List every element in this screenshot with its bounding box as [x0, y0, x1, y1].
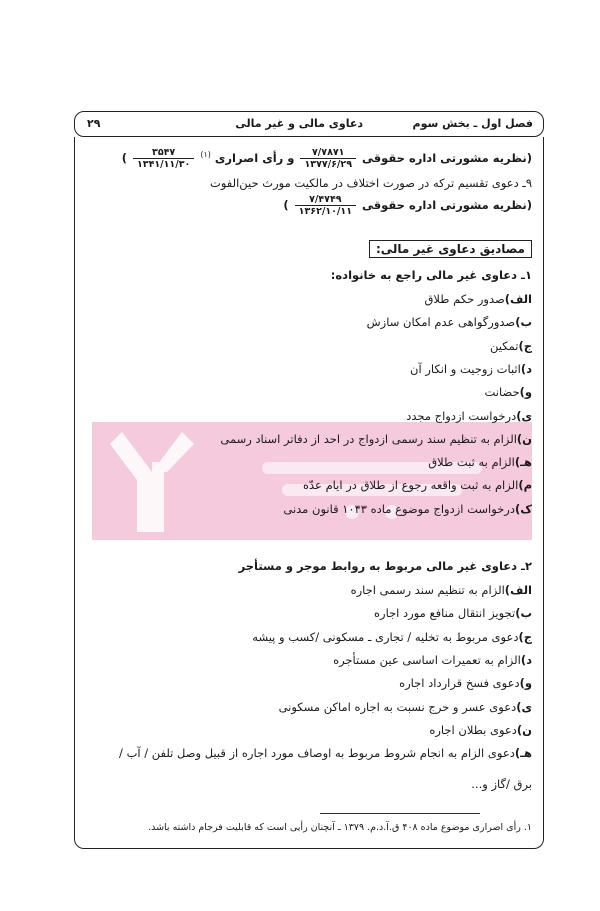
- item-text: درخواست ازدواج موضوع ماده ۱۰۴۳ قانون مدنی: [283, 501, 515, 516]
- footnote-marker: (۱): [200, 150, 211, 159]
- item-label: الف): [504, 292, 532, 306]
- closing-paren: ): [121, 150, 127, 165]
- item-label: و): [519, 676, 532, 691]
- list-item: [303, 476, 532, 494]
- item-label: م): [518, 478, 532, 493]
- item-text: الزام به ثبت واقعه رجوع از طلاق در ایام عدّه: [302, 478, 519, 493]
- item-text: صدورگواهی عدم امکان سازش: [366, 315, 516, 330]
- item-label: ک): [514, 501, 532, 516]
- list-item: [374, 604, 532, 622]
- list-item: [406, 407, 532, 425]
- fraction-numerator: ۳۵۴۷: [133, 147, 194, 159]
- list-item: [252, 628, 532, 646]
- header-title: دعاوی مالی و غیر مالی: [235, 117, 363, 130]
- fraction-denominator: ۱۳۷۷/۶/۲۹: [304, 158, 352, 170]
- item-text: صدور حکم طلاق: [424, 292, 505, 306]
- item-text: دعوی عسر و حرج نسبت به اجاره اماکن مسکونی: [278, 699, 517, 714]
- item-label: ن): [516, 722, 532, 737]
- closing-paren: ): [283, 198, 289, 212]
- item-text: الزام به تنظیم سند رسمی ازدواج در احد از دفاتر اسناد رسمی: [220, 431, 517, 446]
- item-text: الزام به تعمیرات اساسی عین مستأجره: [333, 652, 521, 667]
- lease-continuation: برق /گاز و...: [471, 777, 532, 791]
- item-label: و): [519, 385, 532, 400]
- list-item: [279, 698, 532, 716]
- item-text: حضانت: [484, 385, 520, 400]
- fraction-denominator: ۱۳۶۲/۱۰/۱۱: [298, 206, 352, 217]
- item-text: اثبات زوجیت و انکار آن: [410, 361, 521, 376]
- item-label: ج): [518, 629, 532, 644]
- item-9-text: ۹ـ دعوی تقسیم ترکه در صورت اختلاف در مالکیت مورث حین‌الفوت: [210, 176, 532, 190]
- list-item: [351, 581, 532, 599]
- list-item: [429, 721, 532, 739]
- item-text: دعوی بطلان اجاره: [429, 722, 517, 737]
- fraction-numerator: ۷/۴۷۴۹: [295, 194, 356, 206]
- item-text: تمکین: [490, 338, 519, 353]
- item-label: ب): [515, 315, 532, 330]
- list-item: [485, 383, 533, 401]
- list-item: [220, 430, 532, 448]
- item-label: ب): [515, 606, 532, 621]
- item-text: دعوی الزام به انجام شروط مربوط به اوصاف مورد اجاره از قبیل وصل تلفن / آب /: [119, 746, 515, 761]
- citation-middle-text: و رأی اصراری: [214, 150, 295, 165]
- fraction-opinion-number: [300, 147, 356, 170]
- citation-text: (نظریه مشورتی اداره حقوقی: [362, 198, 532, 212]
- item-label: د): [520, 652, 532, 667]
- fraction-denominator: ۱۳۴۱/۱۱/۳۰: [136, 158, 191, 170]
- item-text: تجویز انتقال منافع مورد اجاره: [373, 606, 516, 621]
- item-text: الزام به ثبت طلاق: [428, 455, 515, 470]
- citation-text: (نظریه مشورتی اداره حقوقی: [362, 150, 532, 165]
- family-heading: ۱ـ دعاوی غیر مالی راجع به خانواده:: [330, 268, 532, 282]
- list-item: [425, 290, 533, 308]
- list-item: [119, 744, 532, 762]
- footnote-divider: [320, 813, 480, 814]
- lease-heading: ۲ـ دعاوی غیر مالی مربوط به روابط موجر و مستأجر: [238, 559, 532, 573]
- item-label: الف): [504, 583, 532, 597]
- fraction-numerator: ۷/۷۸۷۱: [300, 147, 356, 159]
- list-item: [490, 337, 532, 355]
- list-item: [428, 453, 532, 471]
- list-item: [367, 313, 532, 331]
- citation-line-2: [283, 194, 532, 217]
- chapter-label: فصل اول ـ بخش سوم: [412, 117, 533, 130]
- item-text: دعوی مربوط به تخلیه / تجاری ـ مسکونی /کسب و پیشه: [252, 629, 519, 644]
- item-text: دعوی فسخ قرارداد اجاره: [399, 676, 520, 691]
- list-item: [410, 360, 532, 378]
- item-label: هـ): [514, 746, 532, 761]
- item-label: د): [520, 361, 532, 376]
- citation-line-1: [122, 146, 532, 170]
- fraction-ruling-number: [133, 147, 194, 170]
- list-item: [283, 500, 532, 518]
- item-label: ی): [516, 699, 532, 714]
- section-title: مصادیق دعاوی غیر مالی:: [369, 240, 532, 258]
- item-label: ج): [518, 338, 532, 353]
- list-item: [333, 651, 532, 669]
- running-header: [74, 111, 544, 137]
- footnote: ۱. رأی اصراری موضوع ماده ۴۰۸ ق.آ.د.م. ۱۳۷۹ ـ آنچنان رأیی است که قابلیت فرجام داشته باشد.: [148, 822, 532, 833]
- fraction-opinion-number: [295, 194, 356, 217]
- item-text: الزام به تنظیم سند رسمی اجاره: [350, 583, 505, 597]
- item-label: ن): [516, 431, 532, 446]
- list-item: [399, 674, 532, 692]
- item-label: ی): [516, 408, 532, 423]
- page-number: ۲۹: [87, 117, 101, 130]
- item-text: درخواست ازدواج مجدد: [406, 408, 517, 423]
- item-label: هـ): [514, 455, 532, 470]
